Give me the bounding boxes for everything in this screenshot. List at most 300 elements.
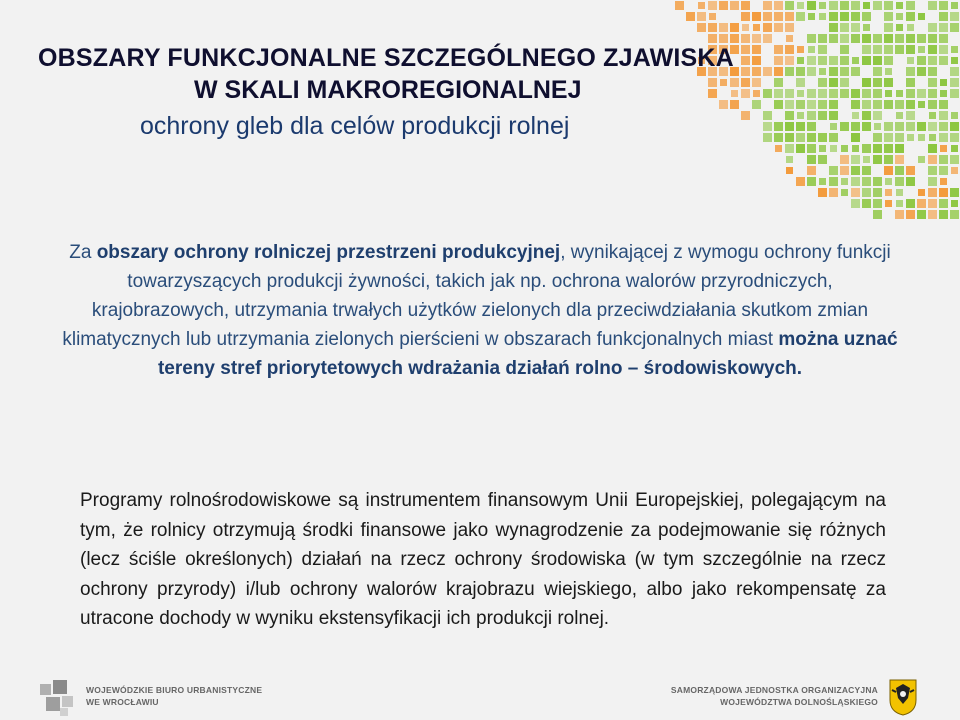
map-tile	[873, 177, 882, 186]
map-tile	[873, 111, 882, 120]
footer-right-line1: SAMORZĄDOWA JEDNOSTKA ORGANIZACYJNA	[670, 685, 878, 695]
map-tile	[862, 78, 871, 87]
map-tile	[939, 23, 948, 32]
map-tile	[928, 89, 937, 98]
definition-paragraph	[60, 238, 900, 383]
map-tile	[818, 111, 827, 120]
map-tile	[906, 100, 915, 109]
map-tile	[807, 111, 816, 120]
map-tile	[829, 78, 838, 87]
map-tile	[807, 122, 816, 131]
map-tile	[885, 90, 892, 97]
map-tile	[950, 78, 959, 87]
map-tile	[852, 57, 859, 64]
map-tile	[884, 45, 893, 54]
map-tile	[786, 167, 793, 174]
map-tile	[950, 122, 959, 131]
map-tile	[774, 122, 783, 131]
map-tile	[840, 34, 849, 43]
map-tile	[763, 23, 772, 32]
map-tile	[797, 46, 804, 53]
map-tile	[939, 1, 948, 10]
map-tile	[797, 90, 804, 97]
map-tile	[873, 188, 882, 197]
map-tile	[841, 189, 848, 196]
map-tile	[774, 133, 783, 142]
map-tile	[885, 178, 892, 185]
map-tile	[939, 166, 948, 175]
map-tile	[840, 155, 849, 164]
map-tile	[863, 156, 870, 163]
map-tile	[753, 24, 760, 31]
map-tile	[907, 24, 914, 31]
map-tile	[819, 145, 826, 152]
map-tile	[709, 13, 716, 20]
map-tile	[873, 155, 882, 164]
map-tile	[906, 210, 915, 219]
map-tile	[862, 177, 871, 186]
map-tile	[698, 2, 705, 9]
map-tile	[763, 1, 772, 10]
map-tile	[951, 57, 958, 64]
map-tile	[774, 100, 783, 109]
map-tile	[785, 56, 794, 65]
map-tile	[885, 68, 892, 75]
map-tile	[918, 101, 925, 108]
map-tile	[896, 90, 903, 97]
map-tile	[906, 1, 915, 10]
map-tile	[906, 199, 915, 208]
map-tile	[951, 200, 958, 207]
map-tile	[807, 56, 816, 65]
map-tile	[797, 112, 804, 119]
map-tile	[851, 133, 860, 142]
map-tile	[840, 166, 849, 175]
map-tile	[950, 155, 959, 164]
map-tile	[752, 12, 761, 21]
map-tile	[950, 67, 959, 76]
map-tile	[895, 155, 904, 164]
map-tile	[851, 23, 860, 32]
map-tile	[906, 89, 915, 98]
map-tile	[819, 68, 826, 75]
page-subtitle: ochrony gleb dla celów produkcji rolnej	[140, 112, 570, 140]
map-tile	[829, 133, 838, 142]
map-tile	[862, 188, 871, 197]
map-tile	[873, 210, 882, 219]
page-title: OBSZARY FUNKCJONALNE SZCZEGÓLNEGO ZJAWISKA	[38, 44, 734, 72]
map-tile	[873, 45, 882, 54]
map-tile	[951, 145, 958, 152]
map-tile	[763, 12, 772, 21]
map-tile	[951, 46, 958, 53]
para1-bold-term: obszary ochrony rolniczej przestrzeni produkcyjnej	[96, 242, 561, 263]
map-tile	[939, 45, 948, 54]
map-tile	[895, 34, 904, 43]
map-tile	[884, 155, 893, 164]
map-tile	[774, 56, 783, 65]
map-tile	[939, 210, 948, 219]
map-tile	[896, 13, 903, 20]
map-tile	[785, 67, 794, 76]
map-tile	[785, 12, 794, 21]
map-tile	[818, 133, 827, 142]
map-tile	[884, 34, 893, 43]
map-tile	[841, 178, 848, 185]
map-tile	[929, 112, 936, 119]
map-tile	[939, 122, 948, 131]
map-tile	[950, 23, 959, 32]
map-tile	[818, 100, 827, 109]
map-tile	[884, 12, 893, 21]
map-tile	[884, 100, 893, 109]
map-tile	[807, 34, 816, 43]
map-tile	[774, 12, 783, 21]
map-tile	[874, 123, 881, 130]
map-tile	[829, 89, 838, 98]
map-tile	[863, 2, 870, 9]
map-tile	[940, 178, 947, 185]
map-tile	[730, 1, 739, 10]
map-tile	[829, 56, 838, 65]
map-tile	[763, 89, 772, 98]
map-tile	[697, 12, 706, 21]
map-tile	[862, 122, 871, 131]
map-tile	[830, 123, 837, 130]
map-tile	[873, 67, 882, 76]
map-tile	[940, 145, 947, 152]
map-tile	[939, 100, 948, 109]
map-tile	[797, 57, 804, 64]
map-tile	[840, 45, 849, 54]
footer-left-line1: WOJEWÓDZKIE BIURO URBANISTYCZNE	[86, 685, 263, 695]
map-tile	[763, 122, 772, 131]
map-tile	[840, 1, 849, 10]
map-tile	[873, 133, 882, 142]
map-tile	[797, 2, 804, 9]
map-tile	[873, 199, 882, 208]
map-tile	[796, 177, 805, 186]
map-tile	[950, 12, 959, 21]
map-tile	[818, 89, 827, 98]
map-tile	[741, 1, 750, 10]
map-tile	[906, 12, 915, 21]
map-tile	[918, 156, 925, 163]
map-tile	[928, 122, 937, 131]
footer-left-line2: WE WROCŁAWIU	[86, 697, 159, 707]
map-tile	[895, 210, 904, 219]
map-tile	[785, 144, 794, 153]
map-tile	[862, 166, 871, 175]
map-tile	[851, 177, 860, 186]
map-tile	[851, 155, 860, 164]
footer-right-text	[671, 684, 878, 708]
map-tile	[906, 67, 915, 76]
map-tile	[851, 100, 860, 109]
map-tile	[708, 1, 717, 10]
map-tile	[862, 12, 871, 21]
map-tile	[884, 78, 893, 87]
map-tile	[851, 12, 860, 21]
map-tile	[796, 122, 805, 131]
map-tile	[807, 100, 816, 109]
map-tile	[907, 134, 914, 141]
map-tile	[917, 67, 926, 76]
map-tile	[884, 122, 893, 131]
map-tile	[785, 100, 794, 109]
map-tile	[807, 133, 816, 142]
map-tile	[763, 67, 772, 76]
map-tile	[730, 23, 739, 32]
map-tile	[951, 2, 958, 9]
map-tile	[851, 188, 860, 197]
map-tile	[951, 112, 958, 119]
map-tile	[873, 56, 882, 65]
map-tile	[796, 133, 805, 142]
map-tile	[818, 45, 827, 54]
map-tile	[807, 155, 816, 164]
map-tile	[896, 112, 903, 119]
para1-text-a: Za	[69, 242, 97, 263]
map-tile	[896, 24, 903, 31]
map-tile	[939, 199, 948, 208]
title-block	[38, 42, 758, 146]
map-tile	[928, 78, 937, 87]
map-tile	[785, 1, 794, 10]
map-tile	[851, 166, 860, 175]
map-tile	[829, 12, 838, 21]
map-tile	[928, 1, 937, 10]
map-tile	[840, 12, 849, 21]
map-tile	[896, 189, 903, 196]
map-tile	[917, 56, 926, 65]
map-tile	[807, 67, 816, 76]
map-tile	[774, 67, 783, 76]
map-tile	[829, 34, 838, 43]
map-tile	[939, 133, 948, 142]
map-tile	[840, 89, 849, 98]
map-tile	[808, 13, 815, 20]
map-tile	[796, 12, 805, 21]
map-tile	[830, 145, 837, 152]
map-tile	[917, 89, 926, 98]
map-tile	[896, 2, 903, 9]
map-tile	[863, 24, 870, 31]
map-tile	[829, 188, 838, 197]
map-tile	[818, 34, 827, 43]
map-tile	[775, 145, 782, 152]
map-tile	[774, 89, 783, 98]
map-tile	[796, 100, 805, 109]
map-tile	[928, 177, 937, 186]
map-tile	[829, 67, 838, 76]
map-tile	[675, 1, 684, 10]
map-tile	[851, 67, 860, 76]
map-tile	[763, 34, 772, 43]
map-tile	[719, 1, 728, 10]
map-tile	[862, 100, 871, 109]
map-tile	[918, 134, 925, 141]
map-tile	[939, 188, 948, 197]
map-tile	[939, 56, 948, 65]
map-tile	[785, 89, 794, 98]
map-tile	[686, 12, 695, 21]
map-tile	[950, 133, 959, 142]
map-tile	[918, 13, 925, 20]
map-tile	[862, 199, 871, 208]
map-tile	[885, 189, 892, 196]
map-tile	[851, 34, 860, 43]
map-tile	[829, 1, 838, 10]
map-tile	[819, 2, 826, 9]
map-tile	[807, 177, 816, 186]
map-tile	[906, 111, 915, 120]
map-tile	[774, 78, 783, 87]
map-tile	[928, 100, 937, 109]
map-tile	[917, 34, 926, 43]
map-tile	[851, 199, 860, 208]
map-tile	[939, 155, 948, 164]
map-tile	[928, 23, 937, 32]
map-tile	[895, 166, 904, 175]
map-tile	[895, 144, 904, 153]
map-tile	[785, 133, 794, 142]
map-tile	[708, 23, 717, 32]
map-tile	[862, 89, 871, 98]
map-tile	[819, 178, 826, 185]
map-tile	[697, 23, 706, 32]
map-tile	[906, 34, 915, 43]
map-tile	[907, 57, 914, 64]
map-tile	[928, 166, 937, 175]
map-tile	[940, 90, 947, 97]
map-tile	[774, 23, 783, 32]
map-tile	[818, 78, 827, 87]
map-tile	[862, 56, 871, 65]
page-title-line2: W SKALI MAKROREGIONALNEJ	[194, 76, 582, 104]
map-tile	[939, 34, 948, 43]
map-tile	[906, 45, 915, 54]
map-tile	[895, 100, 904, 109]
map-tile	[807, 144, 816, 153]
map-tile	[774, 1, 783, 10]
map-tile	[906, 177, 915, 186]
map-tile	[950, 188, 959, 197]
map-tile	[873, 78, 882, 87]
map-tile	[840, 56, 849, 65]
map-tile	[928, 144, 937, 153]
map-tile	[873, 34, 882, 43]
map-tile	[917, 199, 926, 208]
map-tile	[884, 144, 893, 153]
map-tile	[808, 46, 815, 53]
footer-right-line2: WOJEWÓDZTWA DOLNOŚLĄSKIEGO	[720, 697, 878, 707]
map-tile	[884, 23, 893, 32]
map-tile	[928, 56, 937, 65]
map-tile	[917, 122, 926, 131]
map-tile	[950, 89, 959, 98]
map-tile	[829, 100, 838, 109]
map-tile	[741, 12, 750, 21]
map-tile	[818, 56, 827, 65]
map-tile	[840, 122, 849, 131]
map-tile	[951, 167, 958, 174]
footer-left-text	[86, 684, 262, 708]
map-tile	[917, 210, 926, 219]
map-tile	[873, 144, 882, 153]
map-tile	[896, 200, 903, 207]
map-tile	[873, 100, 882, 109]
map-tile	[862, 111, 871, 120]
map-tile	[906, 78, 915, 87]
map-tile	[807, 166, 816, 175]
map-tile	[796, 67, 805, 76]
map-tile	[895, 177, 904, 186]
map-tile	[884, 56, 893, 65]
map-tile	[786, 35, 793, 42]
map-tile	[940, 79, 947, 86]
wbu-logo-icon	[40, 680, 78, 716]
map-tile	[884, 166, 893, 175]
para1-bold-conclusion: można uznać tereny stref priorytetowych wdrażania działań rolno – środowiskowych.	[157, 329, 898, 379]
map-tile	[895, 45, 904, 54]
map-tile	[906, 122, 915, 131]
map-tile	[818, 155, 827, 164]
map-tile	[928, 210, 937, 219]
map-tile	[763, 111, 772, 120]
map-tile	[774, 45, 783, 54]
map-tile	[851, 122, 860, 131]
map-tile	[918, 46, 925, 53]
para1-text-b: , wynikającej z wymogu ochrony funkcji towarzyszących produkcji żywności, takich jak np. ochrona walorów przyrodniczych, krajobrazowych, utrzymania trwałych użytków zielonych dla przeciwdziałania skutkom zmian klimatycznych lub utrzymania zielonych pierścieni w obszarach funkcjonalnych miast	[62, 242, 891, 350]
map-tile	[852, 145, 859, 152]
map-tile	[928, 155, 937, 164]
map-tile	[950, 210, 959, 219]
map-tile	[851, 1, 860, 10]
footer	[0, 676, 960, 720]
map-tile	[785, 111, 794, 120]
map-tile	[819, 13, 826, 20]
map-tile	[862, 34, 871, 43]
map-tile	[829, 166, 838, 175]
map-tile	[885, 200, 892, 207]
map-tile	[807, 1, 816, 10]
map-tile	[818, 188, 827, 197]
map-tile	[785, 23, 794, 32]
map-tile	[862, 45, 871, 54]
map-tile	[939, 12, 948, 21]
map-tile	[851, 89, 860, 98]
map-tile	[840, 67, 849, 76]
map-tile	[862, 144, 871, 153]
map-tile	[785, 45, 794, 54]
programs-paragraph: Programy rolnośrodowiskowe są instrumentem finansowym Unii Europejskiej, polegającym na tym, że rolnicy otrzymują środki finansowe jako wynagrodzenie za podejmowanie się różnych (lecz ściśle określonych) działań na rzecz ochrony środowiska (w tym szczególnie na rzecz ochrony przyrody) i/lub ochrony walorów krajobrazu wiejskiego, albo jako rekompensatę za utracone dochody w wyniku ekstensyfikacji ich produkcji rolnej.	[80, 490, 886, 629]
map-tile	[906, 166, 915, 175]
map-tile	[928, 67, 937, 76]
map-tile	[829, 177, 838, 186]
map-tile	[840, 78, 849, 87]
map-tile	[873, 89, 882, 98]
map-tile	[796, 78, 805, 87]
map-tile	[786, 156, 793, 163]
coat-of-arms-icon	[888, 678, 918, 716]
map-tile	[928, 45, 937, 54]
map-tile	[763, 133, 772, 142]
map-tile	[829, 23, 838, 32]
map-tile	[852, 112, 859, 119]
map-tile	[719, 23, 728, 32]
map-tile	[841, 145, 848, 152]
